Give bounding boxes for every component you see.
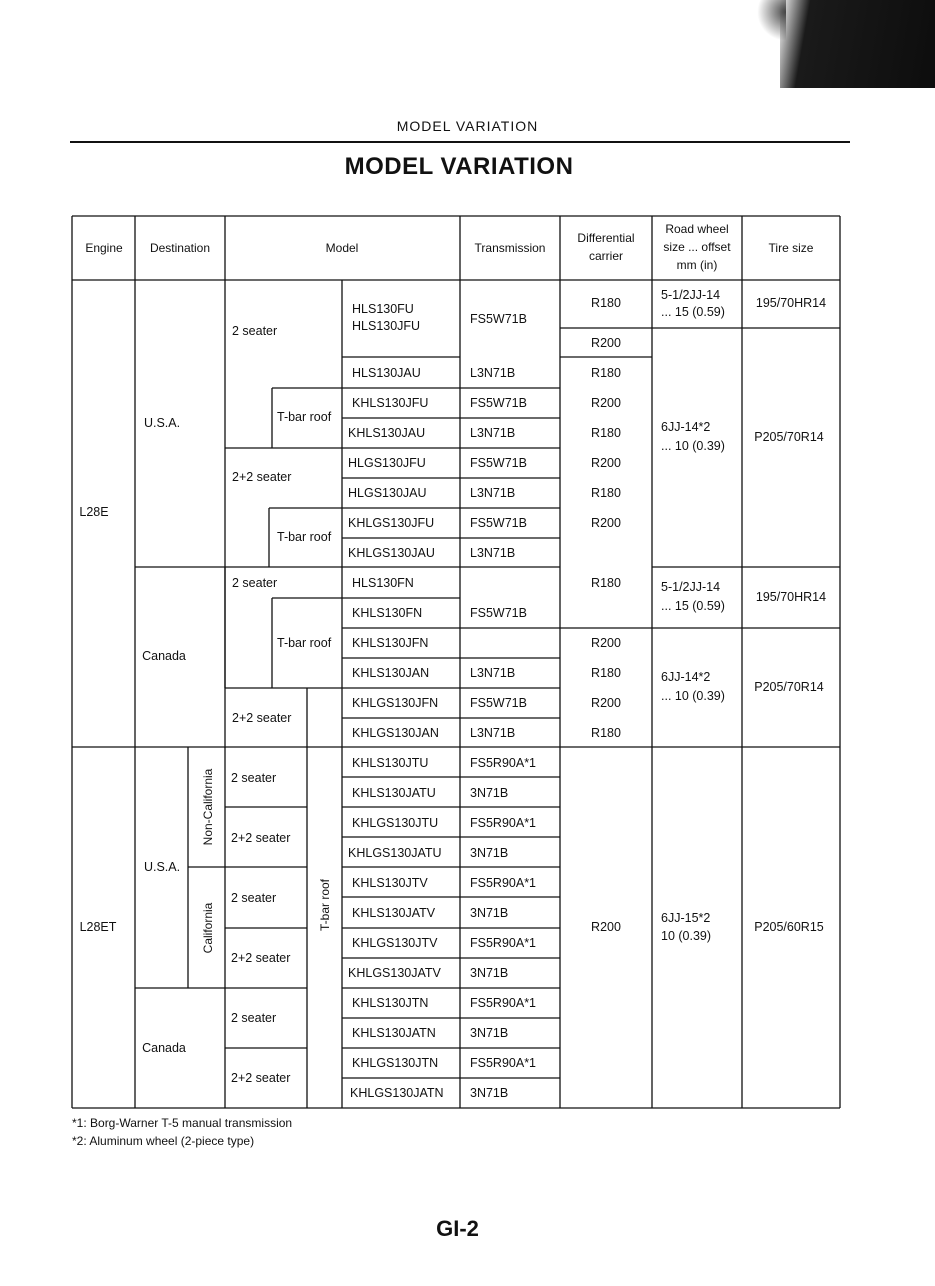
transmission-cell: FS5R90A*1 — [470, 936, 537, 950]
transmission-cell: 3N71B — [470, 966, 509, 980]
wheel-cell: 6JJ-15*2 — [661, 911, 711, 925]
model-cell: KHLS130JAN — [352, 666, 430, 680]
transmission-cell: L3N71B — [470, 666, 516, 680]
header-wheel-line1: Road wheel — [665, 222, 729, 236]
tbar-roof-vertical-label: T-bar roof — [318, 878, 332, 932]
model-cell: KHLS130JTV — [352, 876, 428, 890]
header-engine: Engine — [85, 241, 123, 255]
model-cell: KHLS130JATV — [352, 906, 436, 920]
wheel-cell: ... 15 (0.59) — [661, 305, 725, 319]
engine-l28e: L28E — [79, 505, 109, 519]
non-california-label: Non-California — [201, 768, 215, 846]
model-cell: KHLGS130JTN — [352, 1056, 439, 1070]
engine-l28et: L28ET — [79, 920, 117, 934]
model-cell: KHLS130JFU — [352, 396, 429, 410]
destination-canada-l28e: Canada — [142, 649, 186, 663]
header-wheel-line2: size ... offset — [663, 240, 731, 254]
model-cell: KHLS130JFN — [352, 636, 429, 650]
tbar-label: T-bar roof — [277, 636, 332, 650]
wheel-cell: ... 15 (0.59) — [661, 599, 725, 613]
header-transmission: Transmission — [474, 241, 546, 255]
transmission-cell: 3N71B — [470, 786, 509, 800]
header-tire: Tire size — [768, 241, 814, 255]
model-cell: KHLGS130JTV — [352, 936, 438, 950]
transmission-cell: L3N71B — [470, 546, 516, 560]
differential-cell: R180 — [591, 486, 621, 500]
model-cell: HLS130FU — [352, 302, 414, 316]
transmission-cell: L3N71B — [470, 486, 516, 500]
transmission-cell: FS5R90A*1 — [470, 756, 537, 770]
destination-usa-l28e: U.S.A. — [143, 416, 181, 430]
tbar-label: T-bar roof — [277, 530, 332, 544]
seater-label: 2+2 seater — [232, 470, 292, 484]
running-head: MODEL VARIATION — [396, 118, 539, 134]
model-cell: KHLGS130JATV — [348, 966, 441, 980]
differential-cell: R200 — [591, 396, 621, 410]
transmission-cell: L3N71B — [470, 426, 516, 440]
model-cell: HLGS130JAU — [348, 486, 427, 500]
seater-label: 2 seater — [232, 576, 278, 590]
model-cell: KHLGS130JFU — [348, 516, 435, 530]
model-cell: KHLS130JATU — [352, 786, 436, 800]
transmission-cell: L3N71B — [470, 366, 516, 380]
model-cell: KHLS130FN — [352, 606, 423, 620]
destination-usa-l28et: U.S.A. — [143, 860, 181, 874]
model-cell: KHLGS130JFN — [352, 696, 439, 710]
tbar-label: T-bar roof — [277, 410, 332, 424]
wheel-cell: 5-1/2JJ-14 — [661, 288, 721, 302]
differential-cell: R180 — [591, 666, 621, 680]
differential-cell: R200 — [591, 336, 621, 350]
tire-cell: P205/70R14 — [754, 680, 824, 694]
differential-cell: R180 — [591, 576, 621, 590]
seater-label: 2 seater — [231, 1011, 277, 1025]
model-cell: KHLS130JAU — [348, 426, 426, 440]
model-cell: KHLGS130JATN — [350, 1086, 444, 1100]
wheel-cell: ... 10 (0.39) — [661, 689, 725, 703]
transmission-cell: FS5W71B — [470, 396, 527, 410]
seater-label: 2+2 seater — [232, 711, 292, 725]
page-number: GI-2 — [436, 1216, 479, 1241]
california-label: California — [201, 902, 215, 954]
model-cell: KHLS130JTU — [352, 756, 429, 770]
seater-label: 2+2 seater — [231, 831, 291, 845]
transmission-cell: L3N71B — [470, 726, 516, 740]
header-model: Model — [325, 241, 359, 255]
differential-cell: R180 — [591, 726, 621, 740]
model-cell: HLS130JAU — [352, 366, 421, 380]
seater-label: 2+2 seater — [231, 951, 291, 965]
differential-cell: R200 — [591, 636, 621, 650]
model-cell: KHLGS130JTU — [352, 816, 439, 830]
model-cell: HLS130JFU — [352, 319, 421, 333]
model-cell: KHLGS130JATU — [348, 846, 442, 860]
transmission-cell: FS5R90A*1 — [470, 1056, 537, 1070]
seater-label: 2 seater — [231, 891, 277, 905]
destination-canada-l28et: Canada — [142, 1041, 186, 1055]
differential-cell: R200 — [591, 920, 621, 934]
tire-cell: 195/70HR14 — [755, 590, 827, 604]
wheel-cell: 6JJ-14*2 — [661, 420, 711, 434]
differential-cell: R180 — [591, 296, 621, 310]
transmission-cell: FS5W71B — [470, 312, 527, 326]
transmission-cell: FS5R90A*1 — [470, 816, 537, 830]
transmission-cell: 3N71B — [470, 1026, 509, 1040]
transmission-cell: FS5W71B — [470, 696, 527, 710]
wheel-cell: 10 (0.39) — [661, 929, 712, 943]
model-cell: KHLGS130JAU — [348, 546, 435, 560]
model-cell: HLGS130JFU — [348, 456, 426, 470]
transmission-cell: FS5W71B — [470, 516, 527, 530]
table-grid-lines — [72, 216, 840, 1108]
wheel-cell: ... 10 (0.39) — [661, 439, 725, 453]
header-wheel-line3: mm (in) — [676, 258, 718, 272]
transmission-cell: FS5W71B — [470, 456, 527, 470]
model-cell: KHLS130JATN — [352, 1026, 436, 1040]
differential-cell: R200 — [591, 696, 621, 710]
transmission-cell: FS5W71B — [470, 606, 527, 620]
transmission-cell: FS5R90A*1 — [470, 996, 537, 1010]
transmission-cell: 3N71B — [470, 906, 509, 920]
transmission-cell: 3N71B — [470, 1086, 509, 1100]
header-differential-line2: carrier — [588, 249, 624, 263]
page-title: MODEL VARIATION — [344, 153, 574, 180]
seater-label: 2 seater — [232, 324, 278, 338]
wheel-cell: 5-1/2JJ-14 — [661, 580, 721, 594]
tire-cell: P205/70R14 — [754, 430, 824, 444]
footnote-1: *1: Borg-Warner T-5 manual transmission — [72, 1116, 293, 1130]
differential-cell: R200 — [591, 516, 621, 530]
transmission-cell: FS5R90A*1 — [470, 876, 537, 890]
differential-cell: R180 — [591, 366, 621, 380]
header-differential-line1: Differential — [577, 231, 635, 245]
model-cell: KHLS130JTN — [352, 996, 429, 1010]
model-cell: KHLGS130JAN — [352, 726, 439, 740]
model-cell: HLS130FN — [352, 576, 414, 590]
tire-cell: P205/60R15 — [754, 920, 824, 934]
seater-label: 2 seater — [231, 771, 277, 785]
transmission-cell: 3N71B — [470, 846, 509, 860]
seater-label: 2+2 seater — [231, 1071, 291, 1085]
tire-cell: 195/70HR14 — [755, 296, 827, 310]
wheel-cell: 6JJ-14*2 — [661, 670, 711, 684]
header-destination: Destination — [149, 241, 211, 255]
footnote-2: *2: Aluminum wheel (2-piece type) — [72, 1134, 255, 1148]
differential-cell: R200 — [591, 456, 621, 470]
differential-cell: R180 — [591, 426, 621, 440]
